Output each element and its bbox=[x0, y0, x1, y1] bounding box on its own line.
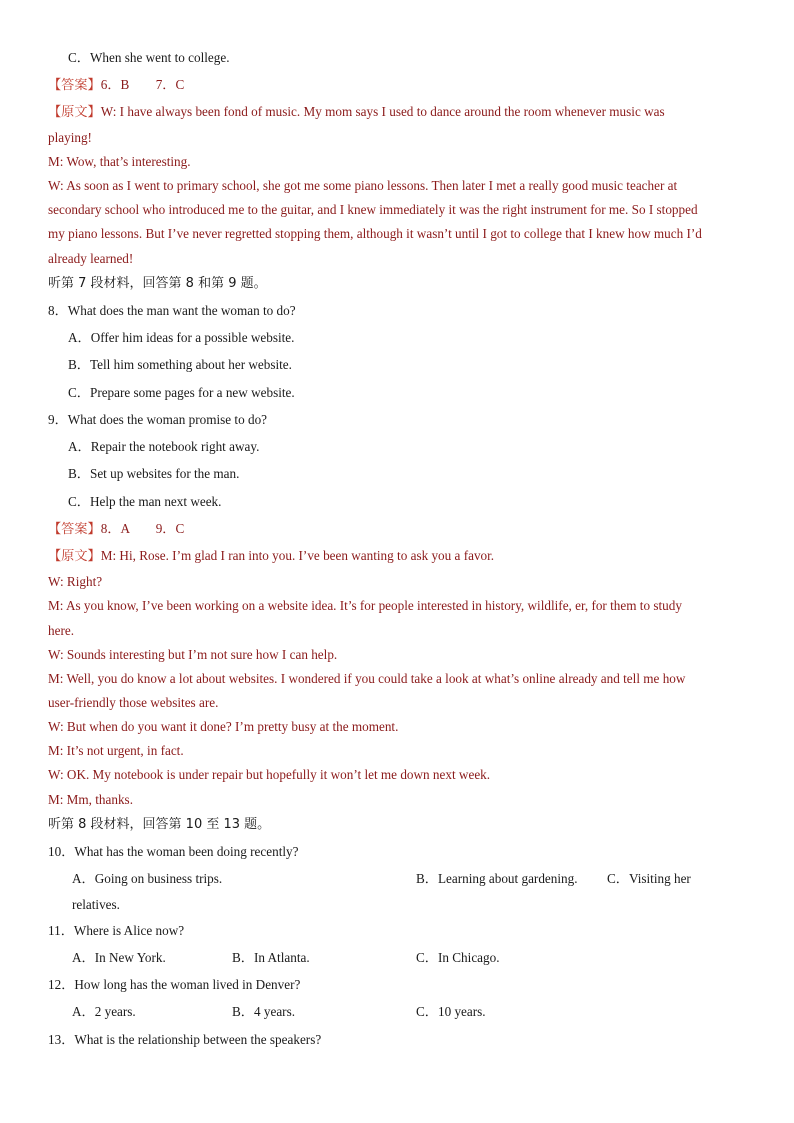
q12-option-c: C．10 years. bbox=[416, 1004, 486, 1019]
q8-option-a: A．Offer him ideas for a possible website. bbox=[68, 330, 295, 345]
section-heading: 听第 8 段材料，回答第 10 至 13 题。 bbox=[48, 817, 271, 832]
q9-option-a: A．Repair the notebook right away. bbox=[68, 439, 260, 454]
transcript-line: W: Right? bbox=[48, 574, 103, 589]
q11-option-c: C．In Chicago. bbox=[416, 950, 500, 965]
transcript-tag: 【原文】 bbox=[48, 548, 101, 563]
transcript-line: W: OK. My notebook is under repair but hopefully it won’t let me down next week. bbox=[48, 767, 491, 782]
q8-option-b: B．Tell him something about her website. bbox=[68, 357, 292, 372]
transcript-line: 【原文】M: Hi, Rose. I’m glad I ran into you. I’ve been wanting to ask you a favor. bbox=[48, 548, 495, 563]
transcript-line: M: Mm, thanks. bbox=[48, 792, 133, 807]
transcript-line: M: Well, you do know a lot about websites. I wondered if you could take a look at what’s online already and tell me how bbox=[48, 671, 686, 686]
answer-text: 8．A 9．C bbox=[100, 521, 185, 536]
q10-option-a: A．Going on business trips. bbox=[72, 871, 223, 886]
transcript-line: my piano lessons. But I’ve never regretted stopping them, although it wasn’t until I got to college that I knew how much I’d bbox=[48, 226, 702, 241]
q9-option-b: B．Set up websites for the man. bbox=[68, 466, 240, 481]
transcript-line: M: Wow, that’s interesting. bbox=[48, 154, 191, 169]
transcript-line: M: As you know, I’ve been working on a website idea. It’s for people interested in history, wildlife, er, for them to study bbox=[48, 598, 682, 613]
transcript-line: secondary school who introduced me to the guitar, and I knew immediately it was the right instrument for me. So I stopped bbox=[48, 202, 698, 217]
q11-option-b: B．In Atlanta. bbox=[232, 950, 310, 965]
transcript-line: user-friendly those websites are. bbox=[48, 695, 219, 710]
question-stem: 12．How long has the woman lived in Denver? bbox=[48, 977, 301, 992]
q11-option-a: A．In New York. bbox=[72, 950, 166, 965]
answer-text: 6．B 7．C bbox=[100, 77, 185, 92]
section-heading: 听第 7 段材料，回答第 8 和第 9 题。 bbox=[48, 276, 267, 291]
question-stem: 10．What has the woman been doing recently? bbox=[48, 844, 299, 859]
transcript-tag: 【原文】 bbox=[48, 104, 101, 119]
transcript-line: already learned! bbox=[48, 251, 134, 266]
question-stem: 13．What is the relationship between the speakers? bbox=[48, 1032, 322, 1047]
answer-8-9 bbox=[48, 521, 184, 537]
question-stem: 11．Where is Alice now? bbox=[48, 923, 185, 938]
answer-6-7 bbox=[48, 77, 184, 93]
question-stem: 9．What does the woman promise to do? bbox=[48, 412, 268, 427]
q10-option-b: B．Learning about gardening. bbox=[416, 871, 578, 886]
transcript-line: M: It’s not urgent, in fact. bbox=[48, 743, 184, 758]
transcript-line: playing! bbox=[48, 130, 92, 145]
answer-tag: 【答案】 bbox=[48, 521, 101, 536]
q12-option-a: A．2 years. bbox=[72, 1004, 136, 1019]
transcript-line: here. bbox=[48, 623, 74, 638]
transcript-line: W: Sounds interesting but I’m not sure how I can help. bbox=[48, 647, 338, 662]
q9-option-c: C．Help the man next week. bbox=[68, 494, 222, 509]
answer-tag: 【答案】 bbox=[48, 77, 101, 92]
q6-option-c: C．When she went to college. bbox=[68, 50, 230, 65]
q10-option-c-continued: relatives. bbox=[72, 897, 120, 912]
transcript-line: 【原文】W: I have always been fond of music. My mom says I used to dance around the room whenever music was bbox=[48, 104, 665, 119]
transcript-line: W: As soon as I went to primary school, she got me some piano lessons. Then later I met a really good music teacher at bbox=[48, 178, 678, 193]
question-stem: 8．What does the man want the woman to do? bbox=[48, 303, 296, 318]
q8-option-c: C．Prepare some pages for a new website. bbox=[68, 385, 295, 400]
q10-option-c: C．Visiting her bbox=[607, 871, 691, 886]
q12-option-b: B．4 years. bbox=[232, 1004, 295, 1019]
transcript-line: W: But when do you want it done? I’m pretty busy at the moment. bbox=[48, 719, 399, 734]
